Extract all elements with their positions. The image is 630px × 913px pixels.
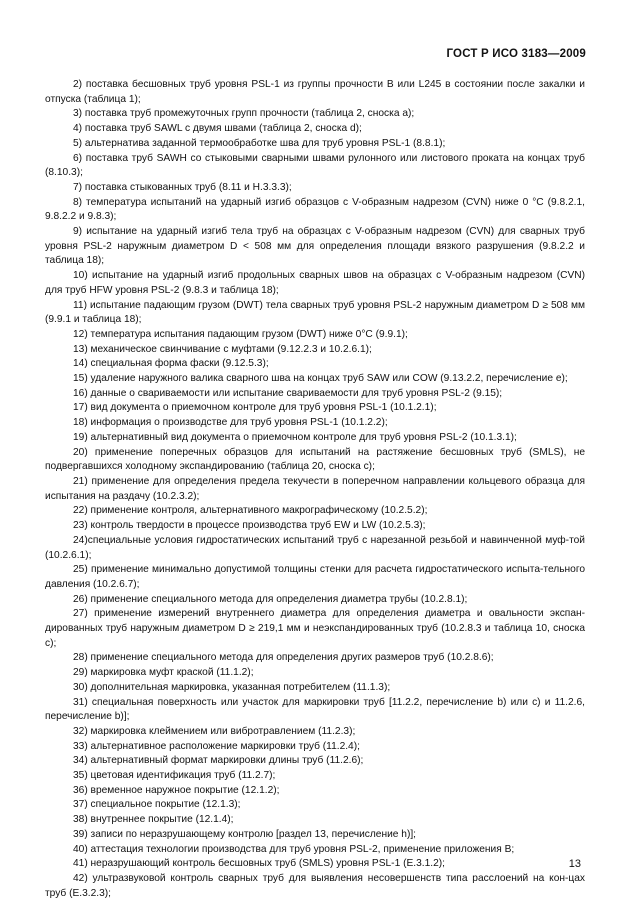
- list-item: 23) контроль твердости в процессе производства труб EW и LW (10.2.5.3);: [73, 520, 426, 532]
- list-item: 7) поставка стыкованных труб (8.11 и Н.3.3.3);: [73, 181, 292, 193]
- list-item: 36) временное наружное покрытие (12.1.2);: [73, 784, 280, 796]
- list-item: 38) внутреннее покрытие (12.1.4);: [73, 814, 234, 826]
- list-item: 16) данные о свариваемости или испытание свариваемости для труб уровня PSL-2 (9.15);: [73, 387, 503, 399]
- list-item: 31) специальная поверхность или участок для маркировки труб [11.2.2, перечисление b) или с) и 11.2.6, перечисление b)];: [45, 696, 585, 723]
- list-item: 25) применение минимально допустимой толщины стенки для расчета гидростатического испыта-тельного давления (10.2.6.7);: [45, 564, 585, 590]
- list-item: 21) применение для определения предела текучести в поперечном направлении кольцевого образца для испытания на раздачу (10.2.3.2);: [45, 475, 585, 502]
- list-item: 30) дополнительная маркировка, указанная потребителем (11.1.3);: [73, 681, 391, 693]
- list-item: 15) удаление наружного валика сварного шва на концах труб SAW или COW (9.13.2.2, перечисление е);: [73, 373, 568, 385]
- list-item: 42) ультразвуковой контроль сварных труб для выявления несовершенств типа расслоений на кон-цах труб (Е.3.2.3);: [45, 872, 585, 899]
- list-item: 6) поставка труб SAWH со стыковыми сварными швами рулонного или листового проката на концах труб (8.10.3);: [45, 152, 585, 179]
- list-item: 14) специальная форма фаски (9.12.5.3);: [73, 358, 269, 370]
- list-item: 22) применение контроля, альтернативного макрографическому (10.2.5.2);: [73, 505, 428, 517]
- list-item: 17) вид документа о приемочном контроле для труб уровня PSL-1 (10.1.2.1);: [73, 402, 437, 414]
- list-body: [45, 78, 585, 901]
- list-item: 37) специальное покрытие (12.1.3);: [73, 799, 241, 811]
- list-item: 41) неразрушающий контроль бесшовных труб (SMLS) уровня PSL-1 (Е.3.1.2);: [73, 858, 445, 870]
- list-item: 28) применение специального метода для определения других размеров труб (10.2.8.6);: [73, 652, 494, 664]
- list-item: 20) применение поперечных образцов для испытаний на растяжение бесшовных труб (SMLS), не подвергавшихся холодному экспандированию (таблица 20, сноска с);: [45, 446, 585, 473]
- list-item: 29) маркировка муфт краской (11.1.2);: [73, 667, 254, 679]
- list-item: 40) аттестация технологии производства для труб уровня PSL-2, применение приложения В;: [73, 843, 515, 855]
- list-item: 35) цветовая идентификация труб (11.2.7);: [73, 770, 276, 782]
- list-item: 24)специальные условия гидростатических испытаний труб с нарезанной резьбой и навинченной муф-той (10.2.6.1);: [45, 534, 585, 561]
- list-item: 10) испытание на ударный изгиб продольных сварных швов на образцах с V-образным надрезом (CVN) для труб HFW уровня PSL-2 (9.8.3 и таблица 18);: [45, 270, 585, 296]
- list-item: 33) альтернативное расположение маркировки труб (11.2.4);: [73, 740, 360, 752]
- list-item: 32) маркировка клеймением или вибротравлением (11.2.3);: [73, 725, 356, 737]
- list-item: 34) альтернативный формат маркировки длины труб (11.2.6);: [73, 755, 364, 767]
- list-item: 18) информация о производстве для труб уровня PSL-1 (10.1.2.2);: [73, 417, 388, 429]
- list-item: 2) поставка бесшовных труб уровня PSL-1 из группы прочности В или L245 в состоянии после закалки и отпуска (таблица 1);: [45, 79, 585, 105]
- list-item: 5) альтернатива заданной термообработке шва для труб уровня PSL-1 (8.8.1);: [73, 137, 446, 149]
- list-item: 9) испытание на ударный изгиб тела труб на образцах с V-образным надрезом (CVN) для сварных труб уровня PSL-2 наружным диаметром D < 508 мм для определения площади вязкого разрушения (9.8.2.2 и таблица 18);: [45, 226, 585, 267]
- list-item: 8) температура испытаний на ударный изгиб образцов с V-образным надрезом (CVN) ниже 0 °С (9.8.2.1, 9.8.2.2 и 9.8.3);: [45, 196, 585, 223]
- list-item: 11) испытание падающим грузом (DWT) тела сварных труб уровня PSL-2 наружным диаметром D ≥ 508 мм (9.9.1 и таблица 18);: [45, 299, 585, 326]
- page-number: 13: [568, 858, 581, 870]
- list-item: 39) записи по неразрушающему контролю [раздел 13, перечисление h)];: [73, 828, 417, 840]
- list-item: 4) поставка труб SAWL с двумя швами (таблица 2, сноска d);: [73, 123, 362, 135]
- list-item: 12) температура испытания падающим грузом (DWT) ниже 0°С (9.9.1);: [73, 328, 408, 340]
- list-item: 27) применение измерений внутреннего диаметра для определения диаметра и овальности экспан-дированных труб наружным диаметром D ≥ 219,1 мм и неэкспандированных труб (10.2.8.3 и таблица 10, сноска с);: [45, 608, 585, 649]
- document-header: ГОСТ Р ИСО 3183—2009: [446, 48, 586, 60]
- list-item: 3) поставка труб промежуточных групп прочности (таблица 2, сноска а);: [73, 108, 415, 120]
- list-item: 19) альтернативный вид документа о приемочном контроле для труб уровня PSL-2 (10.1.3.1);: [73, 431, 517, 443]
- list-item: 13) механическое свинчивание с муфтами (9.12.2.3 и 10.2.6.1);: [73, 343, 372, 355]
- list-item: 26) применение специального метода для определения диаметра трубы (10.2.8.1);: [73, 593, 468, 605]
